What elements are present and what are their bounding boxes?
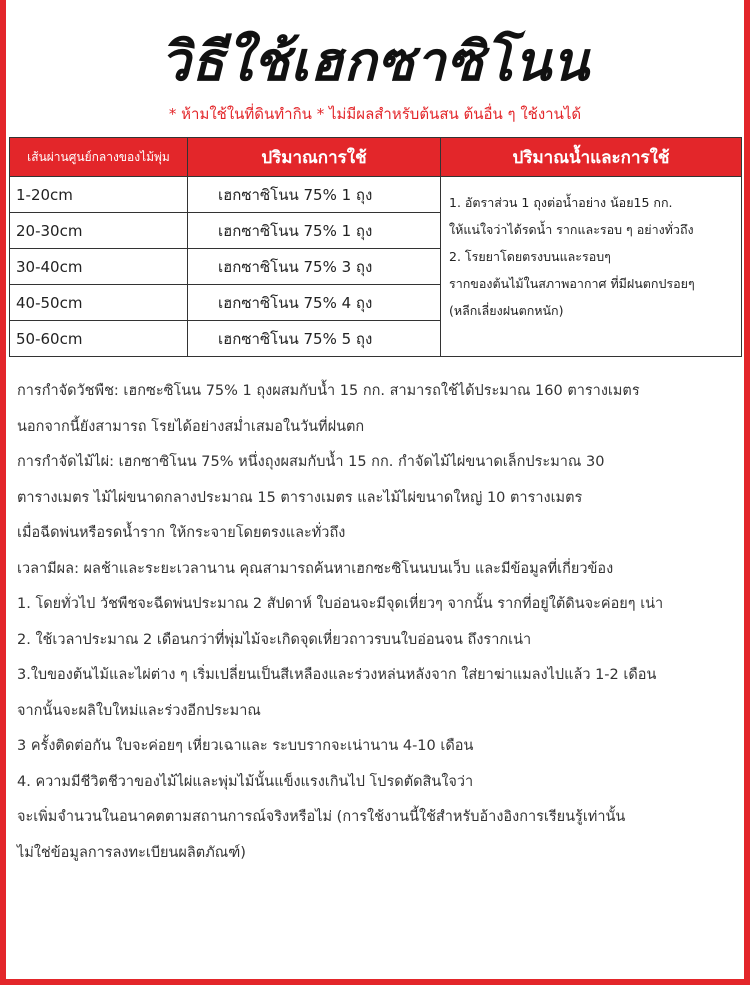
paragraph-line: ตารางเมตร ไม้ไผ่ขนาดกลางประมาณ 15 ตารางเมตร และไม้ไผ่ขนาดใหญ่ 10 ตารางเมตร <box>17 489 583 506</box>
paragraph-line: นอกจากนี้ยังสามารถ โรยได้อย่างสม่ำเสมอในวันที่ฝนตก <box>17 418 365 435</box>
row-amount: เฮกซาซิโนน 75% 1 ถุง <box>188 213 441 249</box>
paragraph-line: เมื่อฉีดพ่นหรือรดน้ำราก ให้กระจายโดยตรงและทั่วถึง <box>17 525 346 541</box>
row-amount: เฮกซาซิโนน 75% 4 ถุง <box>188 285 441 321</box>
header-amount: ปริมาณการใช้ <box>188 138 441 177</box>
paragraph-line: เวลามีผล: ผลช้าและระยะเวลานาน คุณสามารถค้นหาเฮกซะซิโนนบนเว็บ และมีข้อมูลที่เกี่ยวข้อง <box>17 560 614 577</box>
row-size: 20-30cm <box>10 213 188 249</box>
header-diameter: เส้นผ่านศูนย์กลางของไม้พุ่ม <box>10 138 188 177</box>
usage-line: (หลีกเลี่ยงฝนตกหนัก) <box>449 303 564 318</box>
row-size: 50-60cm <box>10 321 188 357</box>
usage-instructions <box>441 177 742 357</box>
instructions-body <box>17 374 737 871</box>
row-amount: เฮกซาซิโนน 75% 5 ถุง <box>188 321 441 357</box>
header-water-usage: ปริมาณน้ำและการใช้ <box>441 138 742 177</box>
warning-subtitle: * ห้ามใช้ในที่ดินทำกิน * ไม่มีผลสำหรับต้นสน ต้นอื่น ๆ ใช้งานได้ <box>168 105 582 123</box>
usage-line: 2. โรยยาโดยตรงบนและรอบๆ <box>449 249 611 264</box>
paragraph-line: 1. โดยทั่วไป วัชพืชจะฉีดพ่นประมาณ 2 สัปดาห์ ใบอ่อนจะมีจุดเหี่ยวๆ จากนั้น รากที่อยู่ใต้ดินจะค่อยๆ เน่า <box>17 596 664 612</box>
paragraph-line: 4. ความมีชีวิตชีวาของไม้ไผ่และพุ่มไม้นั้นแข็งแรงเกินไป โปรดตัดสินใจว่า <box>17 773 474 790</box>
usage-line: ให้แน่ใจว่าได้รดน้ำ รากและรอบ ๆ อย่างทั่วถึง <box>449 222 694 237</box>
usage-line: รากของต้นไม้ในสภาพอากาศ ที่มีฝนตกปรอยๆ <box>449 276 695 291</box>
row-size: 40-50cm <box>10 285 188 321</box>
paragraph-line: 3.ใบของต้นไม้และไผ่ต่าง ๆ เริ่มเปลี่ยนเป็นสีเหลืองและร่วงหล่นหลังจาก ใส่ยาฆ่าแมลงไปแล้ว 1-2 เดือน <box>17 667 657 683</box>
usage-line: 1. อัตราส่วน 1 ถุงต่อน้ำอย่าง น้อย15 กก. <box>449 195 673 210</box>
row-amount: เฮกซาซิโนน 75% 3 ถุง <box>188 249 441 285</box>
row-size: 30-40cm <box>10 249 188 285</box>
dosage-table <box>9 137 742 357</box>
row-size: 1-20cm <box>10 177 188 213</box>
page-title: วิธีใช้เฮกซาซิโนน <box>160 30 590 93</box>
paragraph-line: จากนั้นจะผลิใบใหม่และร่วงอีกประมาณ <box>17 702 261 719</box>
table-header-row <box>10 138 742 177</box>
paragraph-line: ไม่ใช่ข้อมูลการลงทะเบียนผลิตภัณฑ์) <box>17 844 246 861</box>
row-amount: เฮกซาซิโนน 75% 1 ถุง <box>188 177 441 213</box>
paragraph-line: การกำจัดวัชพืช: เฮกซะซิโนน 75% 1 ถุงผสมกับน้ำ 15 กก. สามารถใช้ได้ประมาณ 160 ตารางเมตร <box>17 383 640 399</box>
paragraph-line: การกำจัดไม้ไผ่: เฮกซาซิโนน 75% หนึ่งถุงผสมกับน้ำ 15 กก. กำจัดไม้ไผ่ขนาดเล็กประมาณ 30 <box>17 454 605 470</box>
paragraph-line: 3 ครั้งติดต่อกัน ใบจะค่อยๆ เหี่ยวเฉาและ ระบบรากจะเน่านาน 4-10 เดือน <box>17 738 474 754</box>
paragraph-line: 2. ใช้เวลาประมาณ 2 เดือนกว่าที่พุ่มไม้จะเกิดจุดเหี่ยวถาวรบนใบอ่อนจน ถึงรากเน่า <box>17 631 532 648</box>
table-row <box>10 177 742 213</box>
paragraph-line: จะเพิ่มจำนวนในอนาคตตามสถานการณ์จริงหรือไม่ (การใช้งานนี้ใช้สำหรับอ้างอิงการเรียนรู้เท่านั้น <box>17 809 626 825</box>
